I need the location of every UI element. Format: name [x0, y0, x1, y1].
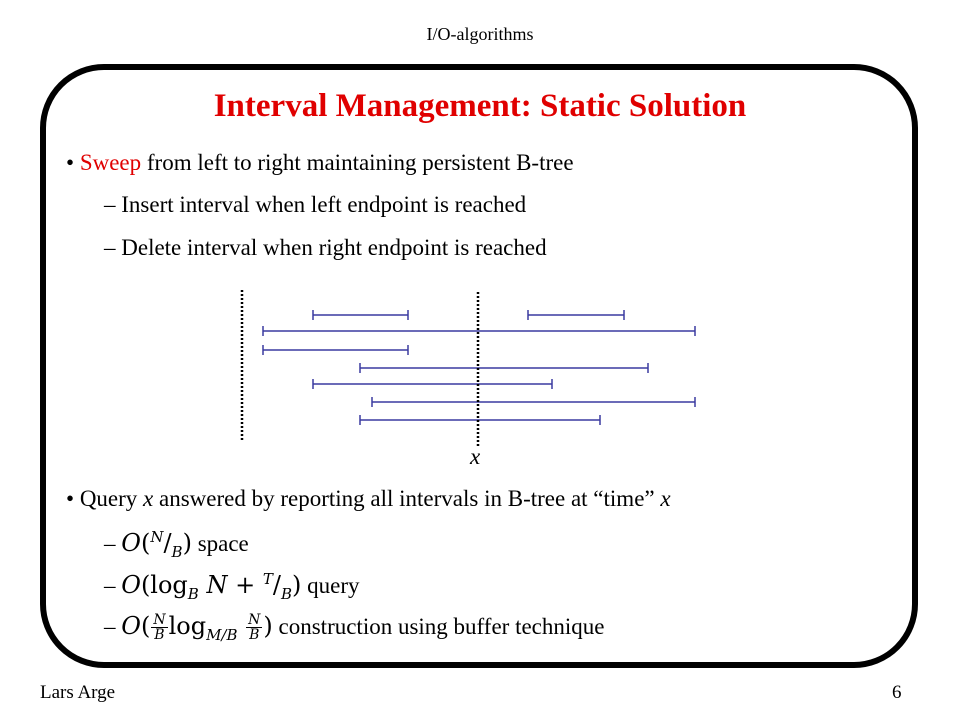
sub-delete-text: Delete interval when right endpoint is reached: [121, 235, 547, 260]
dash: –: [104, 192, 116, 217]
interval-segment: [528, 310, 624, 320]
bullet-query-text-b: answered by reporting all intervals in B-tree at “time”: [153, 486, 661, 511]
var-x: x: [143, 486, 154, 511]
bullet-sweep-text: from left to right maintaining persistent B-tree: [141, 150, 574, 175]
interval-segment: [313, 310, 408, 320]
page-number: 6: [892, 682, 902, 703]
dash: –: [104, 573, 116, 598]
sweep-highlight: Sweep: [79, 150, 142, 175]
item-space: [104, 528, 249, 561]
formula-construction: O( $\frac{N}{B}$ $\log_{M/B}$ $\frac{N}{B}$ ): [121, 612, 273, 644]
interval-segment: [313, 379, 552, 389]
bullet-query: [66, 486, 671, 512]
item-construction-text: construction using buffer technique: [278, 614, 605, 639]
bullet-marker: •: [66, 486, 75, 511]
interval-segment: [263, 326, 695, 336]
dash: –: [104, 235, 116, 260]
interval-segment: [263, 345, 408, 355]
item-space-text: space: [197, 531, 249, 556]
formula-query: $O(\log_B$ $N + ^T/_B$): [121, 570, 302, 603]
formula-space: $O(^N/_B)$: [121, 528, 192, 561]
sub-insert-text: Insert interval when left endpoint is reached: [121, 192, 527, 217]
item-construction: [104, 612, 604, 644]
footer-author: Lars Arge: [40, 682, 116, 703]
bullet-marker: •: [66, 150, 75, 175]
item-query: [104, 570, 359, 603]
var-x: x: [660, 486, 671, 511]
interval-segment: [360, 415, 600, 425]
slide-title: Interval Management: Static Solution: [213, 88, 747, 124]
dash: –: [104, 614, 116, 639]
item-query-text: query: [307, 573, 360, 598]
bullet-query-text-a: Query: [79, 486, 144, 511]
query-point-label: x: [470, 444, 481, 469]
interval-segment: [372, 397, 695, 407]
dash: –: [104, 531, 116, 556]
slide-header: I/O-algorithms: [426, 24, 534, 44]
interval-segment: [360, 363, 648, 373]
